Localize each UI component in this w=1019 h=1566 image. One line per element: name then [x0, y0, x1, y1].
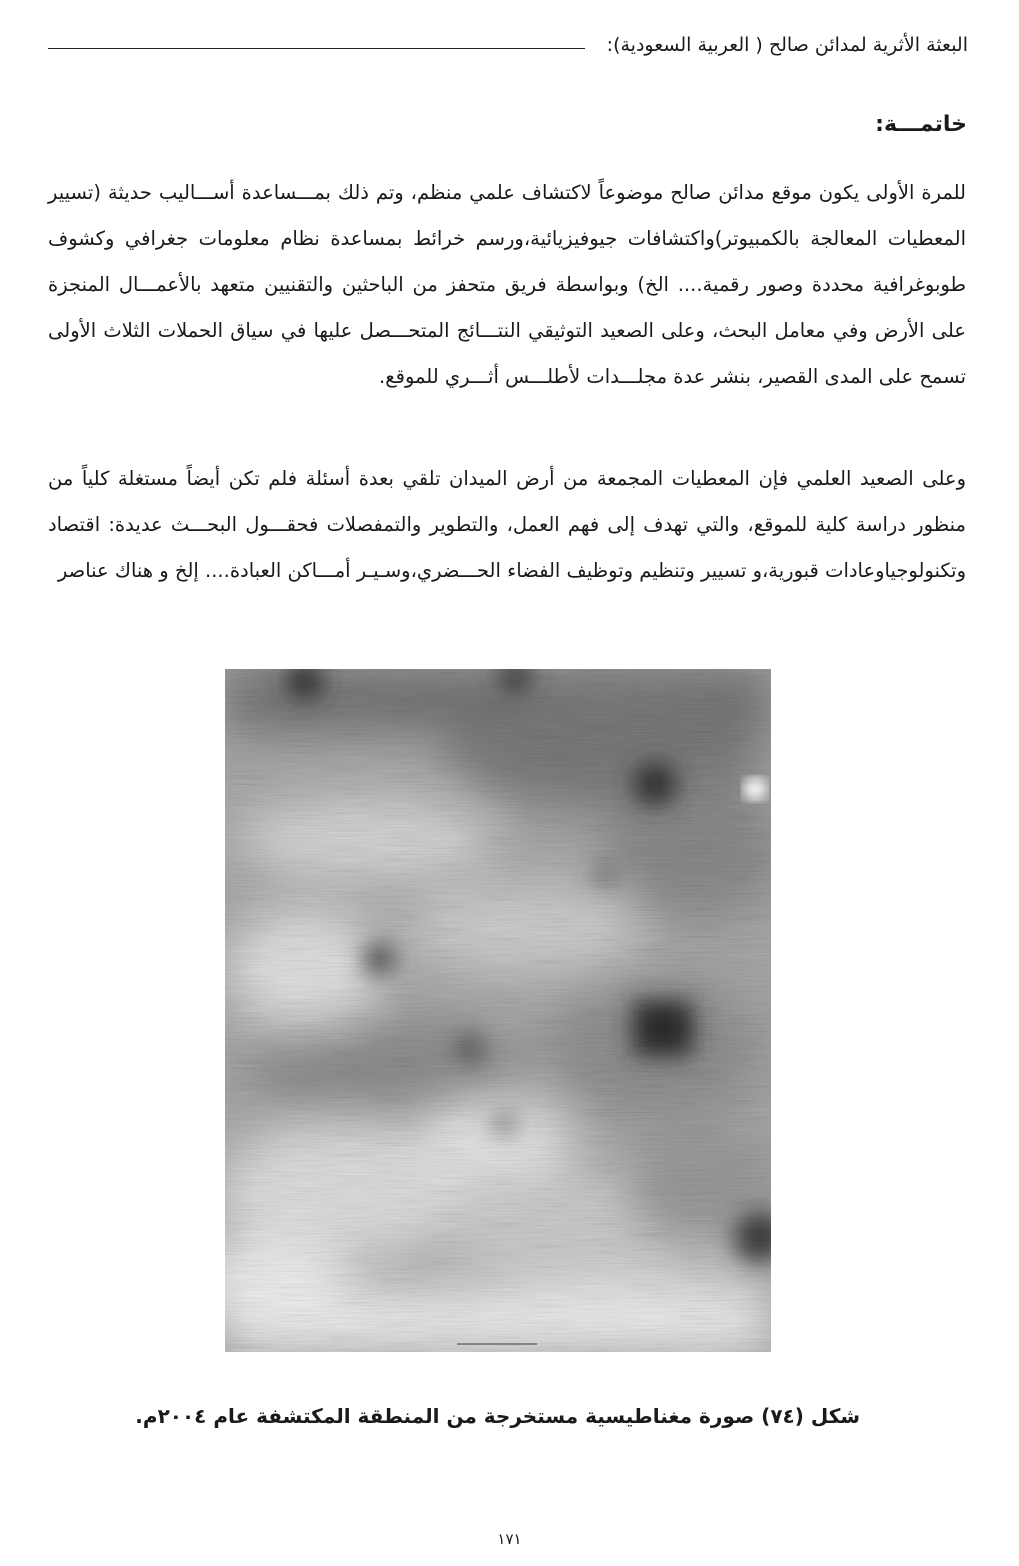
section-title: خاتمـــة: [875, 112, 967, 137]
running-header [48, 30, 968, 60]
header-rule [48, 48, 585, 49]
magnetic-survey-image [225, 669, 771, 1352]
running-title: البعثة الأثرية لمدائن صالح ( العربية السعودية): [606, 34, 968, 56]
page-number: ١٧١ [497, 1530, 522, 1548]
paragraph-2: وعلى الصعيد العلمي فإن المعطيات المجمعة من أرض الميدان تلقي بعدة أسئلة فلم تكن أيضاً مستغلة كلياً من منظور دراسة كلية للموقع، والتي تهدف إلى فهم العمل، والتطوير والتمفصلات فحقـــول البحـــث عديدة: اقتصاد وتكنولوجياوعادات قبورية،و تسيير وتنظيم وتوظيف الفضاء الحـــضري،وسـيـر أمـــاكن العبادة.... إلخ و هناك عناصر [48, 467, 966, 582]
paragraph-1: للمرة الأولى يكون موقع مدائن صالح موضوعاً لاكتشاف علمي منظم، وتم ذلك بمـــساعدة أســـاليب حديثة (تسيير المعطيات المعالجة بالكمبيوتر)واكتشافات جيوفيزيائية،ورسم خرائط بمساعدة نظام معلومات جغرافي وكشوف طوبوغرافية محددة وصور رقمية.... الخ) وبواسطة فريق متحفز من الباحثين والتقنيين متعهد بالأعمـــال المنجزة على الأرض وفي معامل البحث، وعلى الصعيد التوثيقي النتـــائج المتحـــصل عليها في سياق الحملات الثلاث الأولى تسمح على المدى القصير، بنشر عدة مجلـــدات لأطلـــس أثـــري للموقع. [48, 181, 966, 388]
figure-caption: شكل (٧٤) صورة مغناطيسية مستخرجة من المنطقة المكتشفة عام ٢٠٠٤م. [135, 1404, 860, 1428]
